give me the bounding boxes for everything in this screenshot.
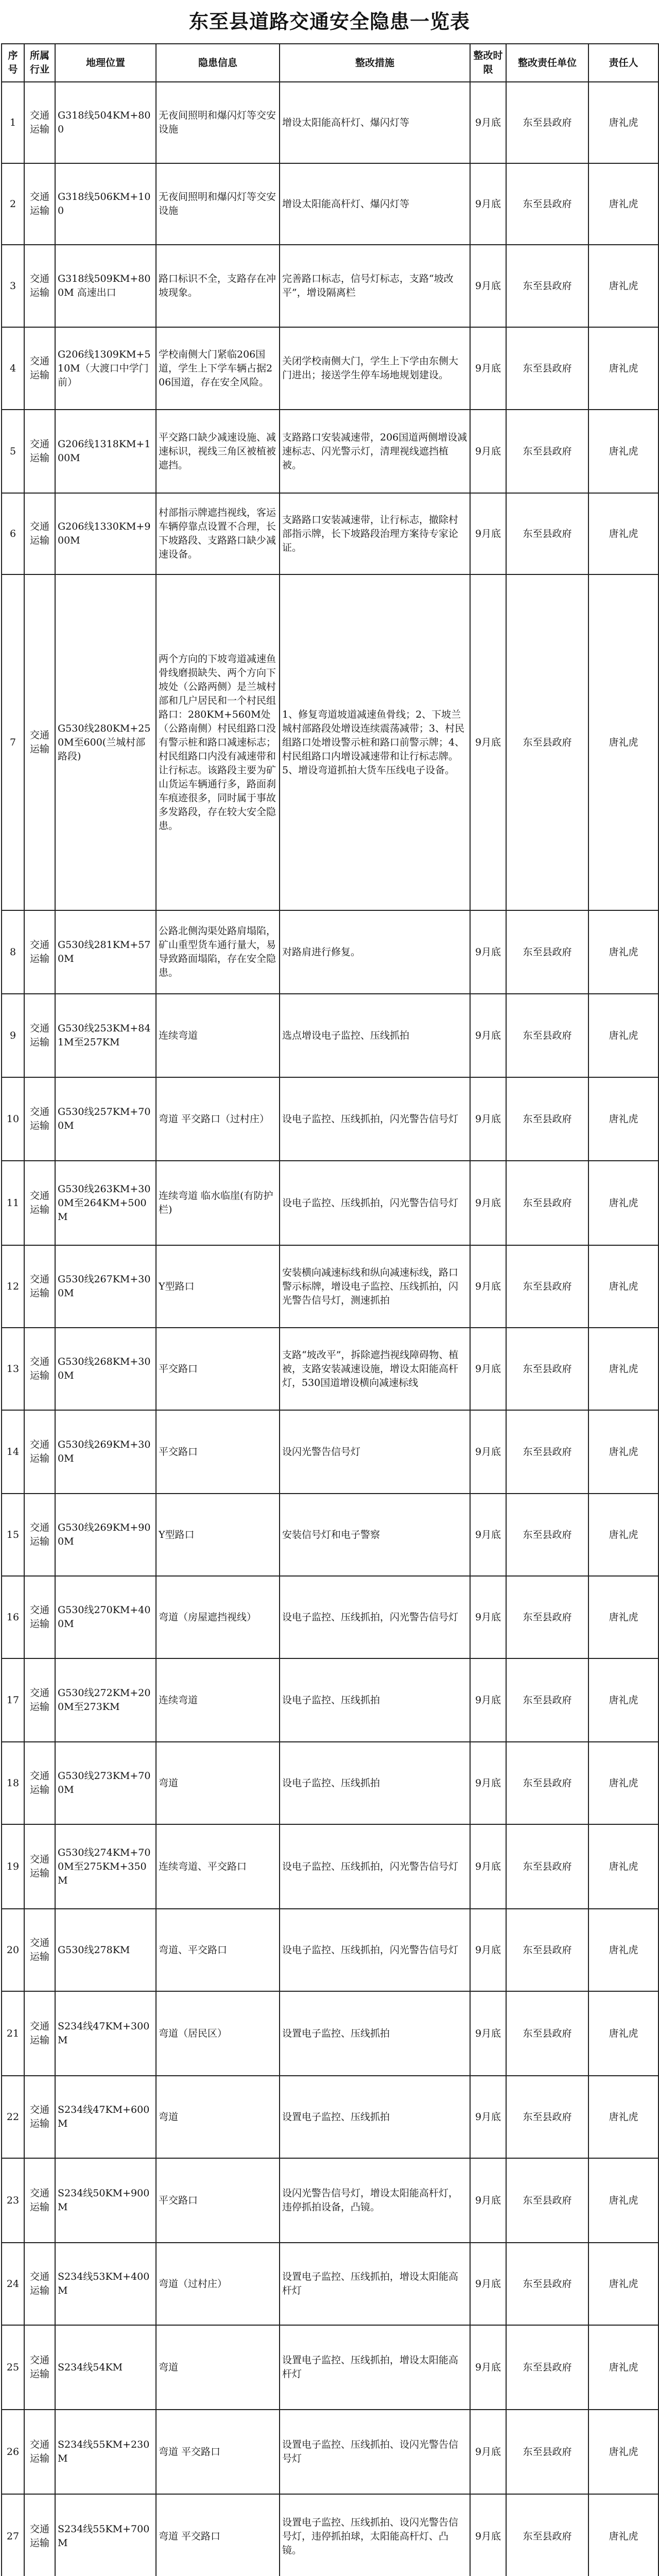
industry-cell: 交通运输 [24, 2325, 55, 2410]
deadline-cell: 9月底 [470, 994, 506, 1077]
row-number: 6 [2, 493, 24, 574]
table-row [2, 2325, 658, 2410]
deadline-cell: 9月底 [470, 1077, 506, 1161]
industry-cell: 交通运输 [24, 1328, 55, 1410]
deadline-cell: 9月底 [470, 1576, 506, 1658]
table-row [2, 1909, 658, 1991]
responsible-unit-cell: 东至县政府 [506, 1909, 588, 1991]
responsible-unit-cell: 东至县政府 [506, 245, 588, 327]
industry-cell: 交通运输 [24, 2158, 55, 2243]
hazard-info-cell: 弯道 [156, 1742, 280, 1824]
responsible-person-cell: 唐礼虎 [588, 994, 658, 1077]
hazard-info-cell: 弯道、平交路口 [156, 1909, 280, 1991]
table-row [2, 82, 658, 163]
responsible-unit-cell: 东至县政府 [506, 2410, 588, 2494]
industry-cell: 交通运输 [24, 1909, 55, 1991]
location-cell: G530线270KM+400M [55, 1576, 156, 1658]
location-cell: S234线47KM+600M [55, 2076, 156, 2158]
industry-cell: 交通运输 [24, 82, 55, 163]
row-number: 21 [2, 1991, 24, 2076]
industry-cell: 交通运输 [24, 1410, 55, 1494]
table-row [2, 493, 658, 574]
responsible-unit-cell: 东至县政府 [506, 1991, 588, 2076]
measure-cell: 设置电子监控、压线抓拍 [280, 1991, 470, 2076]
responsible-person-cell: 唐礼虎 [588, 1909, 658, 1991]
row-number: 8 [2, 910, 24, 994]
deadline-cell: 9月底 [470, 493, 506, 574]
hazard-info-cell: 弯道 [156, 2076, 280, 2158]
location-cell: G318线509KM+800M 高速出口 [55, 245, 156, 327]
deadline-cell: 9月底 [470, 2325, 506, 2410]
responsible-person-cell: 唐礼虎 [588, 163, 658, 245]
page-title: 东至县道路交通安全隐患一览表 [188, 10, 470, 33]
hazard-info-cell: 弯道 平交路口 [156, 2494, 280, 2576]
table-row [2, 2410, 658, 2494]
hazard-info-cell: 无夜间照明和爆闪灯等交安设施 [156, 163, 280, 245]
responsible-unit-cell: 东至县政府 [506, 574, 588, 910]
deadline-cell: 9月底 [470, 1824, 506, 1909]
measure-cell: 安装横向减速标线和纵向减速标线，路口警示标牌，增设电子监控、压线抓拍，闪光警告信号灯，测速抓拍 [280, 1245, 470, 1328]
responsible-person-cell: 唐礼虎 [588, 2076, 658, 2158]
industry-cell: 交通运输 [24, 1161, 55, 1245]
deadline-cell: 9月底 [470, 1991, 506, 2076]
industry-cell: 交通运输 [24, 163, 55, 245]
industry-cell: 交通运输 [24, 2076, 55, 2158]
responsible-unit-cell: 东至县政府 [506, 1245, 588, 1328]
location-cell: G530线280KM+250M至600(兰城村部路段) [55, 574, 156, 910]
responsible-unit-cell: 东至县政府 [506, 163, 588, 245]
deadline-cell: 9月底 [470, 1742, 506, 1824]
table-row [2, 245, 658, 327]
measure-cell: 设电子监控、压线抓拍，闪光警告信号灯 [280, 1077, 470, 1161]
location-cell: G318线506KM+100 [55, 163, 156, 245]
row-number: 25 [2, 2325, 24, 2410]
measure-cell: 增设太阳能高杆灯、爆闪灯等 [280, 163, 470, 245]
table-row [2, 1494, 658, 1576]
responsible-person-cell: 唐礼虎 [588, 1328, 658, 1410]
responsible-unit-cell: 东至县政府 [506, 2243, 588, 2325]
location-cell: G530线257KM+700M [55, 1077, 156, 1161]
measure-cell: 设置电子监控、压线抓拍、设闪光警告信号灯 [280, 2410, 470, 2494]
responsible-unit-cell: 东至县政府 [506, 1077, 588, 1161]
industry-cell: 交通运输 [24, 410, 55, 493]
measure-cell: 设电子监控、压线抓拍 [280, 1742, 470, 1824]
responsible-person-cell: 唐礼虎 [588, 1824, 658, 1909]
row-number: 16 [2, 1576, 24, 1658]
location-cell: G318线504KM+800 [55, 82, 156, 163]
deadline-cell: 9月底 [470, 574, 506, 910]
row-number: 14 [2, 1410, 24, 1494]
location-cell: G530线269KM+900M [55, 1494, 156, 1576]
location-cell: G530线263KM+300M至264KM+500M [55, 1161, 156, 1245]
hazard-info-cell: 公路北侧沟渠处路肩塌陷，矿山重型货车通行量大，易导致路面塌陷，存在安全隐患。 [156, 910, 280, 994]
deadline-cell: 9月底 [470, 1494, 506, 1576]
measure-cell: 设闪光警告信号灯，增设太阳能高杆灯，违停抓拍设备，凸镜。 [280, 2158, 470, 2243]
hazard-info-cell: 弯道 [156, 2325, 280, 2410]
responsible-person-cell: 唐礼虎 [588, 1742, 658, 1824]
deadline-cell: 9月底 [470, 163, 506, 245]
deadline-cell: 9月底 [470, 2158, 506, 2243]
row-number: 3 [2, 245, 24, 327]
table-row [2, 1328, 658, 1410]
industry-cell: 交通运输 [24, 1576, 55, 1658]
measure-cell: 增设太阳能高杆灯、爆闪灯等 [280, 82, 470, 163]
measure-cell: 选点增设电子监控、压线抓拍 [280, 994, 470, 1077]
responsible-unit-cell: 东至县政府 [506, 2076, 588, 2158]
responsible-person-cell: 唐礼虎 [588, 1245, 658, 1328]
responsible-person-cell: 唐礼虎 [588, 2325, 658, 2410]
hazard-info-cell: 弯道（居民区） [156, 1991, 280, 2076]
table-row [2, 994, 658, 1077]
industry-cell: 交通运输 [24, 1077, 55, 1161]
deadline-cell: 9月底 [470, 245, 506, 327]
location-cell: G206线1318KM+100M [55, 410, 156, 493]
responsible-unit-cell: 东至县政府 [506, 994, 588, 1077]
hazard-info-cell: 弯道 平交路口（过村庄） [156, 1077, 280, 1161]
row-number: 24 [2, 2243, 24, 2325]
header-cell: 整改责任单位 [506, 44, 588, 82]
hazard-info-cell: 路口标识不全，支路存在冲坡现象。 [156, 245, 280, 327]
industry-cell: 交通运输 [24, 1494, 55, 1576]
location-cell: S234线55KM+230M [55, 2410, 156, 2494]
measure-cell: 设电子监控、压线抓拍，闪光警告信号灯 [280, 1161, 470, 1245]
deadline-cell: 9月底 [470, 2243, 506, 2325]
row-number: 22 [2, 2076, 24, 2158]
measure-cell: 安装信号灯和电子警察 [280, 1494, 470, 1576]
measure-cell: 设电子监控、压线抓拍，闪光警告信号灯 [280, 1576, 470, 1658]
deadline-cell: 9月底 [470, 327, 506, 410]
responsible-unit-cell: 东至县政府 [506, 2494, 588, 2576]
responsible-unit-cell: 东至县政府 [506, 1742, 588, 1824]
hazard-info-cell: 弯道 平交路口 [156, 2410, 280, 2494]
table-row [2, 1824, 658, 1909]
responsible-person-cell: 唐礼虎 [588, 2410, 658, 2494]
industry-cell: 交通运输 [24, 245, 55, 327]
responsible-unit-cell: 东至县政府 [506, 1576, 588, 1658]
measure-cell: 设电子监控、压线抓拍，闪光警告信号灯 [280, 1824, 470, 1909]
measure-cell: 设置电子监控、压线抓拍，增设太阳能高杆灯 [280, 2243, 470, 2325]
row-number: 20 [2, 1909, 24, 1991]
hazard-info-cell: 连续弯道、平交路口 [156, 1824, 280, 1909]
measure-cell: 关闭学校南侧大门，学生上下学由东侧大门进出；接送学生停车场地规划建设。 [280, 327, 470, 410]
responsible-unit-cell: 东至县政府 [506, 1824, 588, 1909]
measure-cell: 设置电子监控、压线抓拍，增设太阳能高杆灯 [280, 2325, 470, 2410]
responsible-person-cell: 唐礼虎 [588, 1494, 658, 1576]
table-row [2, 574, 658, 910]
row-number: 7 [2, 574, 24, 910]
hazard-info-cell: 连续弯道 [156, 994, 280, 1077]
deadline-cell: 9月底 [470, 1909, 506, 1991]
row-number: 15 [2, 1494, 24, 1576]
row-number: 13 [2, 1328, 24, 1410]
industry-cell: 交通运输 [24, 1991, 55, 2076]
header-cell: 责任人 [588, 44, 658, 82]
responsible-unit-cell: 东至县政府 [506, 1494, 588, 1576]
table-row [2, 1410, 658, 1494]
responsible-person-cell: 唐礼虎 [588, 1410, 658, 1494]
hazard-info-cell: 学校南侧大门紧临206国道，学生上下学车辆占据206国道，存在安全风险。 [156, 327, 280, 410]
measure-cell: 设置电子监控、压线抓拍 [280, 2076, 470, 2158]
hazard-info-cell: 无夜间照明和爆闪灯等交安设施 [156, 82, 280, 163]
hazard-info-cell: 弯道（房屋遮挡视线） [156, 1576, 280, 1658]
hazard-info-cell: Y型路口 [156, 1494, 280, 1576]
header-cell: 地理位置 [55, 44, 156, 82]
row-number: 26 [2, 2410, 24, 2494]
row-number: 2 [2, 163, 24, 245]
measure-cell: 支路路口安装减速带，让行标志，撤除村部指示牌，长下坡路段治理方案待专家论证。 [280, 493, 470, 574]
responsible-person-cell: 唐礼虎 [588, 327, 658, 410]
row-number: 1 [2, 82, 24, 163]
responsible-unit-cell: 东至县政府 [506, 2158, 588, 2243]
table-row [2, 327, 658, 410]
hazard-info-cell: 平交路口 [156, 1328, 280, 1410]
responsible-unit-cell: 东至县政府 [506, 493, 588, 574]
row-number: 18 [2, 1742, 24, 1824]
measure-cell: 设电子监控、压线抓拍 [280, 1658, 470, 1742]
industry-cell: 交通运输 [24, 2410, 55, 2494]
location-cell: G530线281KM+570M [55, 910, 156, 994]
responsible-unit-cell: 东至县政府 [506, 327, 588, 410]
deadline-cell: 9月底 [470, 1410, 506, 1494]
responsible-person-cell: 唐礼虎 [588, 1161, 658, 1245]
row-number: 23 [2, 2158, 24, 2243]
responsible-person-cell: 唐礼虎 [588, 82, 658, 163]
responsible-person-cell: 唐礼虎 [588, 1077, 658, 1161]
hazard-info-cell: 两个方向的下坡弯道减速鱼骨线磨损缺失、两个方向下坡处（公路两侧）是兰城村部和几户居民和一个村民组路口：280KM+560M处（公路南侧）村民组路口没有警示桩和路口减速标志；村民组路口内没有减速带和让行标志。该路段主要为矿山货运车辆通行多，路面刹车痕迹很多，同时属于事故多发路段，存在较大安全隐患。 [156, 574, 280, 910]
industry-cell: 交通运输 [24, 574, 55, 910]
table-row [2, 910, 658, 994]
header-cell: 整改时限 [470, 44, 506, 82]
row-number: 11 [2, 1161, 24, 1245]
hazard-info-cell: 平交路口 [156, 2158, 280, 2243]
industry-cell: 交通运输 [24, 2243, 55, 2325]
location-cell: G206线1309KM+510M（大渡口中学门前） [55, 327, 156, 410]
deadline-cell: 9月底 [470, 910, 506, 994]
table-row [2, 2243, 658, 2325]
location-cell: S234线53KM+400M [55, 2243, 156, 2325]
responsible-person-cell: 唐礼虎 [588, 1991, 658, 2076]
measure-cell: 支路路口安装减速带，206国道两侧增设减速标志、闪光警示灯，清理视线遮挡植被。 [280, 410, 470, 493]
table-row [2, 1742, 658, 1824]
location-cell: G206线1330KM+900M [55, 493, 156, 574]
industry-cell: 交通运输 [24, 493, 55, 574]
industry-cell: 交通运输 [24, 994, 55, 1077]
header-cell: 隐患信息 [156, 44, 280, 82]
industry-cell: 交通运输 [24, 910, 55, 994]
row-number: 12 [2, 1245, 24, 1328]
industry-cell: 交通运输 [24, 1245, 55, 1328]
responsible-unit-cell: 东至县政府 [506, 410, 588, 493]
responsible-unit-cell: 东至县政府 [506, 1328, 588, 1410]
location-cell: G530线267KM+300M [55, 1245, 156, 1328]
hazard-info-cell: Y型路口 [156, 1245, 280, 1328]
location-cell: G530线268KM+300M [55, 1328, 156, 1410]
industry-cell: 交通运输 [24, 1824, 55, 1909]
hazard-info-cell: 平交路口 [156, 1410, 280, 1494]
responsible-person-cell: 唐礼虎 [588, 410, 658, 493]
header-cell: 整改措施 [280, 44, 470, 82]
responsible-unit-cell: 东至县政府 [506, 910, 588, 994]
row-number: 17 [2, 1658, 24, 1742]
responsible-person-cell: 唐礼虎 [588, 2243, 658, 2325]
hazard-info-cell: 平交路口缺少减速设施、减速标识，视线三角区被植被遮挡。 [156, 410, 280, 493]
deadline-cell: 9月底 [470, 410, 506, 493]
measure-cell: 对路肩进行修复。 [280, 910, 470, 994]
row-number: 9 [2, 994, 24, 1077]
location-cell: G530线278KM [55, 1909, 156, 1991]
hazard-info-cell: 连续弯道 [156, 1658, 280, 1742]
measure-cell: 完善路口标志，信号灯标志，支路“坡改平”，增设隔离栏 [280, 245, 470, 327]
table-row [2, 2494, 658, 2576]
row-number: 10 [2, 1077, 24, 1161]
table-header-row [2, 44, 658, 82]
responsible-person-cell: 唐礼虎 [588, 574, 658, 910]
location-cell: S234线50KM+900M [55, 2158, 156, 2243]
responsible-unit-cell: 东至县政府 [506, 1410, 588, 1494]
responsible-person-cell: 唐礼虎 [588, 1576, 658, 1658]
location-cell: G530线269KM+300M [55, 1410, 156, 1494]
location-cell: G530线272KM+200M至273KM [55, 1658, 156, 1742]
location-cell: G530线253KM+841M至257KM [55, 994, 156, 1077]
deadline-cell: 9月底 [470, 2076, 506, 2158]
hazard-info-cell: 村部指示牌遮挡视线，客运车辆停靠点设置不合理，长下坡路段、支路路口缺少减速设备。 [156, 493, 280, 574]
measure-cell: 支路“坡改平”，拆除遮挡视线障碍物、植被，支路安装减速设施，增设太阳能高杆灯，530国道增设横向减速标线 [280, 1328, 470, 1410]
responsible-unit-cell: 东至县政府 [506, 1658, 588, 1742]
location-cell: S234线55KM+700M [55, 2494, 156, 2576]
deadline-cell: 9月底 [470, 1245, 506, 1328]
responsible-person-cell: 唐礼虎 [588, 2494, 658, 2576]
table-row [2, 1658, 658, 1742]
table-row [2, 1077, 658, 1161]
row-number: 27 [2, 2494, 24, 2576]
location-cell: G530线274KM+700M至275KM+350M [55, 1824, 156, 1909]
row-number: 4 [2, 327, 24, 410]
location-cell: S234线54KM [55, 2325, 156, 2410]
measure-cell: 1、修复弯道坡道减速鱼骨线；2、下坡兰城村部路段处增设连续震荡减带；3、村民组路口处增设警示桩和路口前警示牌；4、村民组路口内增设减速带和让行标志牌。 5、增设弯道抓拍大货车压线电子设备。 [280, 574, 470, 910]
responsible-person-cell: 唐礼虎 [588, 910, 658, 994]
hazard-info-cell: 连续弯道 临水临崖(有防护栏) [156, 1161, 280, 1245]
table-row [2, 2076, 658, 2158]
measure-cell: 设闪光警告信号灯 [280, 1410, 470, 1494]
deadline-cell: 9月底 [470, 1328, 506, 1410]
deadline-cell: 9月底 [470, 1658, 506, 1742]
header-cell: 所属行业 [24, 44, 55, 82]
deadline-cell: 9月底 [470, 82, 506, 163]
responsible-unit-cell: 东至县政府 [506, 82, 588, 163]
responsible-person-cell: 唐礼虎 [588, 245, 658, 327]
hazard-info-cell: 弯道（过村庄） [156, 2243, 280, 2325]
table-row [2, 163, 658, 245]
table-row [2, 1245, 658, 1328]
hazard-table [1, 43, 659, 2576]
deadline-cell: 9月底 [470, 1161, 506, 1245]
responsible-unit-cell: 东至县政府 [506, 1161, 588, 1245]
responsible-person-cell: 唐礼虎 [588, 2158, 658, 2243]
row-number: 19 [2, 1824, 24, 1909]
measure-cell: 设置电子监控、压线抓拍、设闪光警告信号灯，违停抓拍球，太阳能高杆灯、凸镜。 [280, 2494, 470, 2576]
table-row [2, 1576, 658, 1658]
industry-cell: 交通运输 [24, 327, 55, 410]
responsible-unit-cell: 东至县政府 [506, 2325, 588, 2410]
industry-cell: 交通运输 [24, 1742, 55, 1824]
responsible-person-cell: 唐礼虎 [588, 493, 658, 574]
row-number: 5 [2, 410, 24, 493]
responsible-person-cell: 唐礼虎 [588, 1658, 658, 1742]
industry-cell: 交通运输 [24, 2494, 55, 2576]
location-cell: G530线273KM+700M [55, 1742, 156, 1824]
table-row [2, 1991, 658, 2076]
table-row [2, 410, 658, 493]
header-cell: 序号 [2, 44, 24, 82]
deadline-cell: 9月底 [470, 2410, 506, 2494]
location-cell: S234线47KM+300M [55, 1991, 156, 2076]
deadline-cell: 9月底 [470, 2494, 506, 2576]
industry-cell: 交通运输 [24, 1658, 55, 1742]
measure-cell: 设电子监控、压线抓拍，闪光警告信号灯 [280, 1909, 470, 1991]
table-row [2, 1161, 658, 1245]
table-row [2, 2158, 658, 2243]
